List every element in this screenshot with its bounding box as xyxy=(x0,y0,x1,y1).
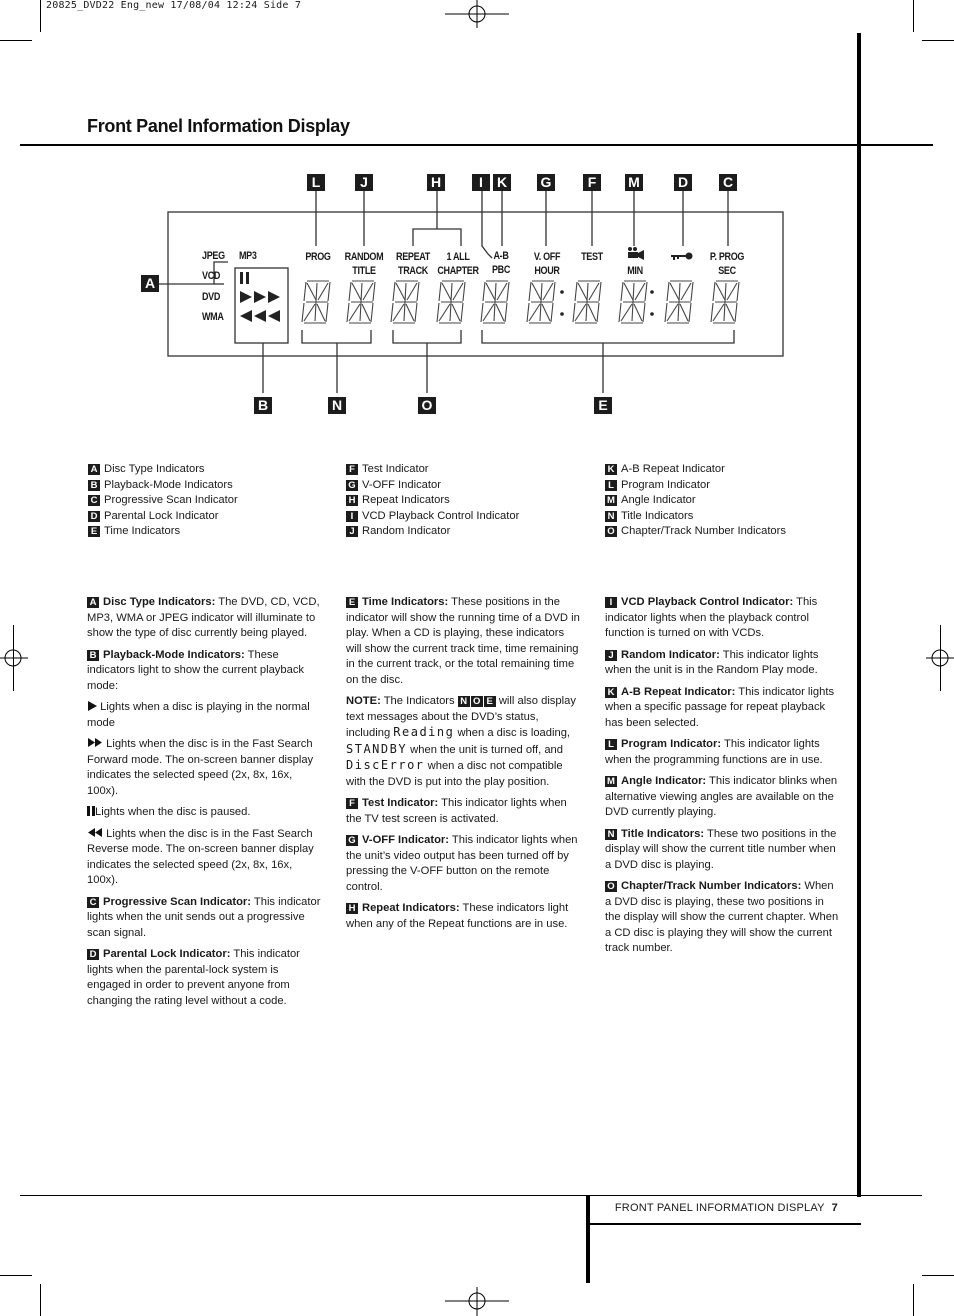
key-j: J xyxy=(605,650,617,661)
legend-item xyxy=(346,509,519,525)
legend-item xyxy=(346,524,519,540)
legend-item xyxy=(88,462,238,478)
heading: Test Indicator: xyxy=(362,797,439,809)
key-n: N xyxy=(458,696,470,707)
heading: A-B Repeat Indicator: xyxy=(621,685,736,698)
legend-key: I xyxy=(346,511,358,522)
page-title: Front Panel Information Display xyxy=(87,116,350,136)
legend-key: N xyxy=(605,511,617,522)
lcd-reading: Reading xyxy=(393,725,455,739)
legend-key: F xyxy=(346,464,358,475)
para-random xyxy=(605,648,839,679)
display-panel-drawing xyxy=(0,0,954,430)
footer-base-rule xyxy=(588,1223,861,1225)
para-disc-type xyxy=(87,595,321,642)
body: This indicator lights when the unit sends out a progressive scan signal. xyxy=(87,895,321,939)
body: These positions in the indicator will show the running time of a DVD in play. When a CD is playing, these indicators will show the current track time, time remaining in the current track, or the total remaining time on the disc. xyxy=(346,596,580,686)
pause-icon xyxy=(87,806,95,816)
print-slug: 20825_DVD22 Eng_new 17/08/04 12:24 Side 7 xyxy=(46,0,302,11)
segment-digit xyxy=(573,281,601,323)
label-prog: PROG xyxy=(305,251,331,263)
key-e: E xyxy=(484,696,496,707)
disc-type-jpeg: JPEG xyxy=(202,250,225,262)
para-program xyxy=(605,737,839,768)
callout-j: J xyxy=(355,174,373,191)
legend-item xyxy=(346,478,519,494)
callout-c: C xyxy=(719,174,737,191)
heading: VCD Playback Control Indicator: xyxy=(621,596,794,608)
key-d: D xyxy=(87,949,99,960)
label-1all-chapter: 1 ALL CHAPTER xyxy=(437,251,479,277)
para-repeat xyxy=(346,901,580,932)
body: This indicator lights when a specific passage for repeat playback has been selected. xyxy=(605,685,835,729)
heading: Title Indicators: xyxy=(621,827,705,840)
key-b: B xyxy=(87,650,99,661)
footer-section: FRONT PANEL INFORMATION DISPLAY xyxy=(614,1202,825,1214)
legend-column-3 xyxy=(605,462,786,540)
lcd-disc-error: DiscError xyxy=(346,758,425,772)
para-play xyxy=(87,700,321,731)
para-fast-forward xyxy=(87,737,321,799)
legend-column-2 xyxy=(346,462,519,540)
body: This indicator lights when the unit is in the Random Play mode. xyxy=(605,648,819,676)
legend-key: K xyxy=(605,464,617,475)
heading: Angle Indicator: xyxy=(621,775,707,787)
heading: Disc Type Indicators: xyxy=(103,596,216,608)
body: The DVD, CD, VCD, MP3, WMA or JPEG indicator will illuminate to show the type of disc currently being played. xyxy=(87,596,320,639)
label-repeat-track: REPEAT TRACK xyxy=(396,251,430,277)
legend-label: A-B Repeat Indicator xyxy=(621,463,725,475)
callout-d: D xyxy=(674,174,692,191)
rewind-icon xyxy=(87,828,103,837)
body: This indicator lights when the unit’s video output has been turned off by pressing the V-OFF button on the remote control. xyxy=(346,834,578,893)
key-g: G xyxy=(346,835,358,846)
body: This indicator lights when the parental-lock system is engaged in order to prevent anyone from changing the rating level without a code. xyxy=(87,948,300,1007)
legend-item xyxy=(88,524,238,540)
label-min: MIN xyxy=(627,265,643,277)
para-playback-mode xyxy=(87,648,321,695)
heading: V-OFF Indicator: xyxy=(362,834,450,846)
text-column-3 xyxy=(605,595,839,963)
para-time xyxy=(346,595,580,688)
legend-key: L xyxy=(605,480,617,491)
para-voff xyxy=(346,833,580,895)
legend-key: A xyxy=(88,464,100,475)
body: These indicators light to show the current playback mode: xyxy=(87,648,305,692)
footer-label xyxy=(615,1202,838,1214)
heading: Repeat Indicators: xyxy=(362,902,460,914)
callout-i: I xyxy=(472,174,490,191)
fast-forward-icon xyxy=(87,738,103,747)
text-column-1 xyxy=(87,595,321,1015)
key-f: F xyxy=(346,798,358,809)
legend-key: B xyxy=(88,480,100,491)
para-angle xyxy=(605,774,839,821)
legend-label: Random Indicator xyxy=(362,525,451,537)
legend-label: Repeat Indicators xyxy=(362,494,450,506)
body: This indicator blinks when alternative viewing angles are available on the DVD currently playing. xyxy=(605,775,838,818)
callout-l: L xyxy=(307,174,325,191)
body: The Indicators xyxy=(380,695,458,707)
key-c: C xyxy=(87,897,99,908)
callout-n: N xyxy=(328,397,346,414)
segment-digit xyxy=(665,281,693,323)
legend-key: M xyxy=(605,495,617,506)
label-random-title: RANDOM TITLE xyxy=(344,251,384,277)
callout-f: F xyxy=(583,174,601,191)
callout-a: A xyxy=(141,275,159,292)
key-e: E xyxy=(346,597,358,608)
disc-type-wma: WMA xyxy=(202,311,224,323)
segment-digit xyxy=(437,281,465,323)
legend-label: Program Indicator xyxy=(621,478,710,491)
legend-item xyxy=(605,462,786,478)
legend-item xyxy=(88,509,238,525)
body: Lights when the disc is in the Fast Search Forward mode. The on-screen banner display indicates the selected speed (2x, 8x, 16x, 100x). xyxy=(87,738,314,797)
body: Lights when the disc is in the Fast Search Reverse mode. The on-screen banner display indicates the selected speed (2x, 8x, 16x, 100x). xyxy=(87,827,314,886)
callout-b: B xyxy=(254,397,272,414)
legend-label: Progressive Scan Indicator xyxy=(104,494,238,506)
legend-label: Chapter/Track Number Indicators xyxy=(621,525,786,537)
key-m: M xyxy=(605,776,617,787)
key-o: O xyxy=(471,696,483,707)
legend-key: D xyxy=(88,511,100,522)
legend-label: Playback-Mode Indicators xyxy=(104,478,233,491)
legend-key: J xyxy=(346,526,358,537)
label-ab-pbc: A-B PBC xyxy=(491,250,511,276)
para-title xyxy=(605,827,839,874)
body: These two positions in the display will show the current title number when a DVD disc is playing. xyxy=(605,827,837,871)
note-heading: NOTE: xyxy=(346,695,381,707)
legend-item xyxy=(605,524,786,540)
key-a: A xyxy=(87,597,99,608)
callout-o: O xyxy=(418,397,436,414)
body: Lights when the disc is paused. xyxy=(95,806,251,818)
disc-type-vcd: VCD xyxy=(202,270,221,282)
body: This indicator lights when the programming functions are in use. xyxy=(605,738,823,766)
disc-type-mp3: MP3 xyxy=(239,250,257,262)
legend-item xyxy=(88,493,238,509)
segment-digit xyxy=(391,281,419,323)
heading: Progressive Scan Indicator: xyxy=(103,895,251,908)
heading: Time Indicators: xyxy=(362,596,449,608)
text-column-2 xyxy=(346,595,580,938)
para-rewind xyxy=(87,827,321,889)
segment-digit xyxy=(347,281,375,323)
para-note xyxy=(346,694,580,790)
para-chapter-track xyxy=(605,879,839,957)
play-icon xyxy=(87,701,97,711)
legend-item xyxy=(605,493,786,509)
para-vcd-pbc xyxy=(605,595,839,642)
callout-g: G xyxy=(537,174,555,191)
heading: Playback-Mode Indicators: xyxy=(103,648,245,661)
body: Lights when a disc is playing in the normal mode xyxy=(87,701,310,729)
body: This indicator lights when the playback control function is turned on with VCDs. xyxy=(605,596,818,639)
footer-divider xyxy=(586,1195,590,1283)
segment-digit xyxy=(302,281,330,323)
heading: Program Indicator: xyxy=(621,738,722,750)
key-i: I xyxy=(605,597,617,608)
label-pprog-sec: P. PROG SEC xyxy=(709,251,745,277)
key-h: H xyxy=(346,903,358,914)
callout-e: E xyxy=(594,397,612,414)
body: when a disc is loading, xyxy=(454,727,571,739)
legend-label: Time Indicators xyxy=(104,525,181,537)
legend-label: Title Indicators xyxy=(621,509,694,522)
legend-key: E xyxy=(88,526,100,537)
label-test: TEST xyxy=(581,251,603,263)
segment-digit xyxy=(619,281,647,323)
label-voff-hour: V. OFF HOUR xyxy=(533,251,561,277)
legend-label: Parental Lock Indicator xyxy=(104,509,219,522)
legend-item xyxy=(346,462,519,478)
segment-digit xyxy=(711,281,739,323)
body: This indicator lights when the TV test screen is activated. xyxy=(346,797,567,825)
legend-column-1 xyxy=(88,462,238,540)
heading: Chapter/Track Number Indicators: xyxy=(621,880,802,892)
page-number: 7 xyxy=(831,1202,838,1214)
segment-digits xyxy=(302,281,739,323)
para-progressive-scan xyxy=(87,895,321,942)
para-parental-lock xyxy=(87,947,321,1009)
legend-item xyxy=(88,478,238,494)
legend-key: G xyxy=(346,480,358,491)
key-l: L xyxy=(605,739,617,750)
body: when a disc not compatible with the DVD is put into the play position. xyxy=(346,760,563,788)
legend-item xyxy=(605,478,786,494)
para-test xyxy=(346,796,580,827)
legend-label: V-OFF Indicator xyxy=(362,478,441,491)
segment-digit xyxy=(527,281,555,323)
legend-label: Angle Indicator xyxy=(621,494,696,506)
segment-digit xyxy=(481,281,509,323)
key-k: K xyxy=(605,687,617,698)
disc-type-dvd: DVD xyxy=(202,291,221,303)
legend-key: C xyxy=(88,495,100,506)
legend-item xyxy=(346,493,519,509)
callout-m: M xyxy=(625,174,643,191)
legend-item xyxy=(605,509,786,525)
legend-key: O xyxy=(605,526,617,537)
key-n: N xyxy=(605,829,617,840)
body: These indicators light when any of the Repeat functions are in use. xyxy=(346,902,569,930)
legend-label: Test Indicator xyxy=(362,463,429,475)
callout-h: H xyxy=(427,174,445,191)
body: will also display text messages about the DVD’s status, including xyxy=(346,695,576,739)
heading: Parental Lock Indicator: xyxy=(103,948,231,960)
legend-key: H xyxy=(346,495,358,506)
legend-label: VCD Playback Control Indicator xyxy=(362,509,520,522)
legend-label: Disc Type Indicators xyxy=(104,463,205,475)
lcd-standby: STANDBY xyxy=(346,741,408,756)
para-ab-repeat xyxy=(605,685,839,732)
footer-rule xyxy=(20,1195,922,1196)
key-o: O xyxy=(605,881,617,892)
para-pause xyxy=(87,805,321,821)
body: When a DVD disc is playing, these two positions in the display will show the current chapter. When a CD disc is playing they will show the current track number. xyxy=(605,880,839,954)
callout-k: K xyxy=(493,174,511,191)
heading: Random Indicator: xyxy=(621,648,720,661)
body: when the unit is turned off, and xyxy=(407,743,563,756)
